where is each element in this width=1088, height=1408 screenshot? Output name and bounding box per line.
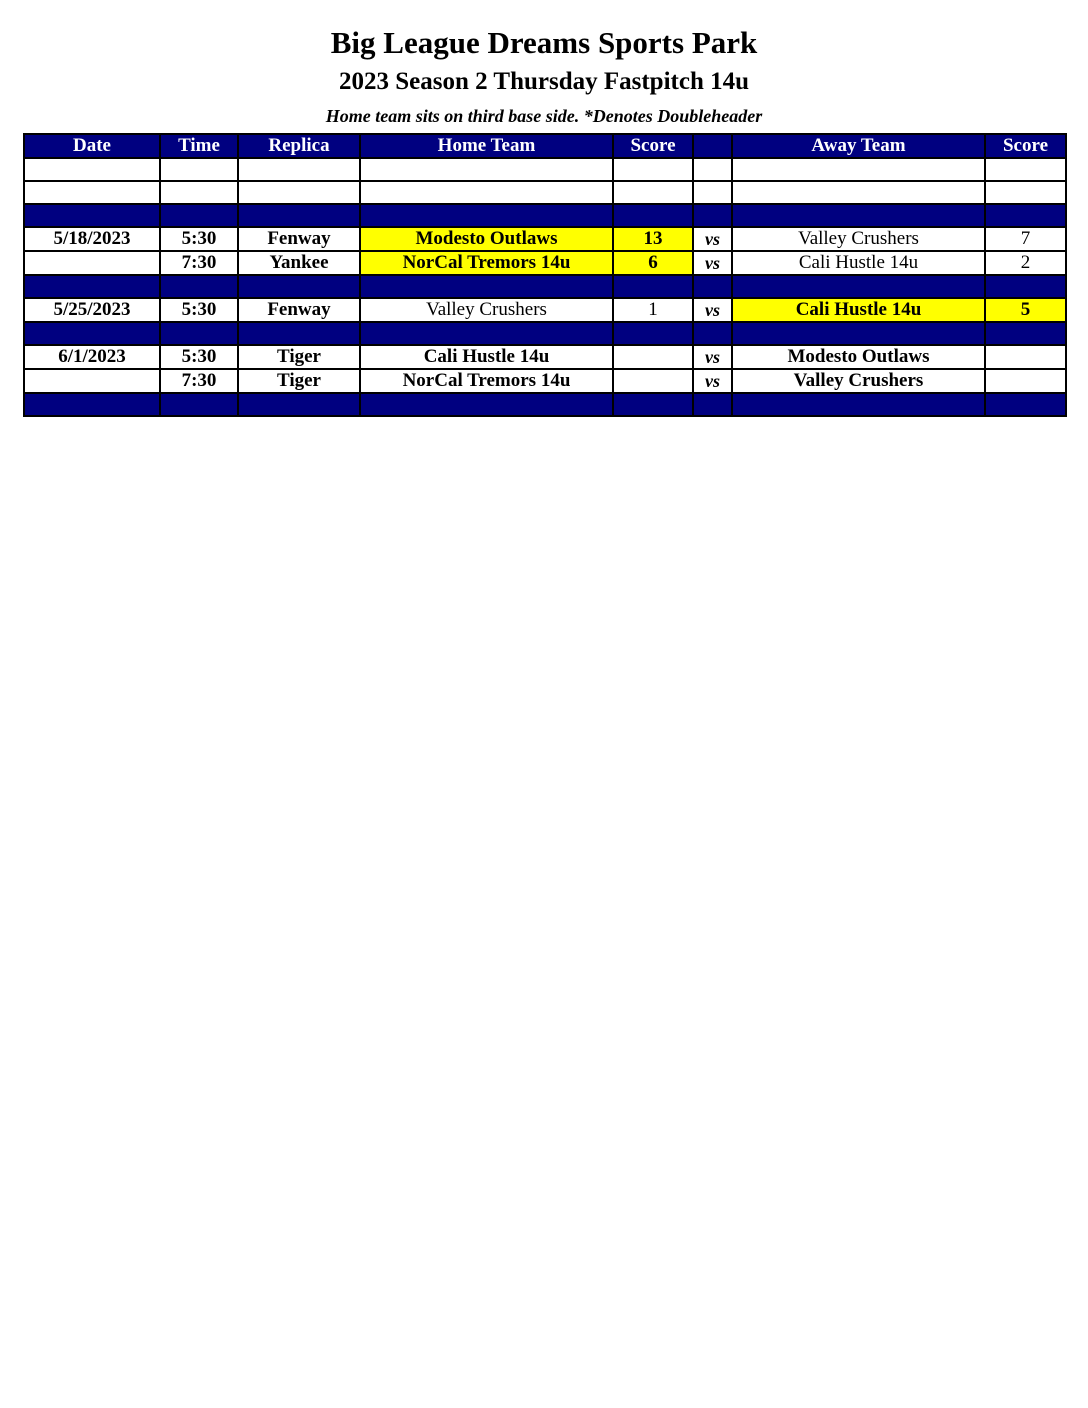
column-header-date: Date [24,134,160,158]
home-team: Modesto Outlaws [360,227,613,251]
home-team: Valley Crushers [360,298,613,322]
column-header-home-team: Home Team [360,134,613,158]
game-replica: Tiger [238,345,360,369]
home-score: 6 [613,251,693,275]
empty-row [24,158,1066,181]
table-row [24,298,1066,322]
game-date: 6/1/2023 [24,345,160,369]
away-score [985,369,1066,393]
away-score: 5 [985,298,1066,322]
away-team: Cali Hustle 14u [732,298,985,322]
away-team: Valley Crushers [732,227,985,251]
away-team: Valley Crushers [732,369,985,393]
empty-row [24,181,1066,204]
game-replica: Tiger [238,369,360,393]
week-separator-row [24,322,1066,345]
game-replica: Fenway [238,227,360,251]
game-date [24,369,160,393]
game-time: 5:30 [160,298,238,322]
vs-label: vs [693,345,732,369]
page-title: Big League Dreams Sports Park [330,25,758,60]
home-team: NorCal Tremors 14u [360,251,613,275]
home-score: 1 [613,298,693,322]
column-header-vs [693,134,732,158]
vs-label: vs [693,227,732,251]
away-score: 2 [985,251,1066,275]
column-header-time: Time [160,134,238,158]
column-header-home-score: Score [613,134,693,158]
game-time: 5:30 [160,227,238,251]
game-time: 7:30 [160,251,238,275]
game-date [24,251,160,275]
away-team: Cali Hustle 14u [732,251,985,275]
game-date: 5/18/2023 [24,227,160,251]
week-separator-row [24,204,1066,227]
home-team: Cali Hustle 14u [360,345,613,369]
table-row [24,369,1066,393]
vs-label: vs [693,251,732,275]
home-score [613,345,693,369]
page-subtitle: 2023 Season 2 Thursday Fastpitch 14u [338,68,750,95]
home-score: 13 [613,227,693,251]
schedule-table [23,133,1067,417]
away-score: 7 [985,227,1066,251]
table-row [24,251,1066,275]
week-separator-row [24,275,1066,298]
column-header-away-team: Away Team [732,134,985,158]
home-team: NorCal Tremors 14u [360,369,613,393]
vs-label: vs [693,298,732,322]
away-score [985,345,1066,369]
vs-label: vs [693,369,732,393]
game-date: 5/25/2023 [24,298,160,322]
game-replica: Yankee [238,251,360,275]
page-note: Home team sits on third base side. *Denotes Doubleheader [325,106,763,126]
column-header-replica: Replica [238,134,360,158]
game-replica: Fenway [238,298,360,322]
home-score [613,369,693,393]
table-row [24,345,1066,369]
away-team: Modesto Outlaws [732,345,985,369]
column-header-away-score: Score [985,134,1066,158]
week-separator-row [24,393,1066,416]
game-time: 5:30 [160,345,238,369]
game-time: 7:30 [160,369,238,393]
table-row [24,227,1066,251]
table-header-row [24,134,1066,158]
